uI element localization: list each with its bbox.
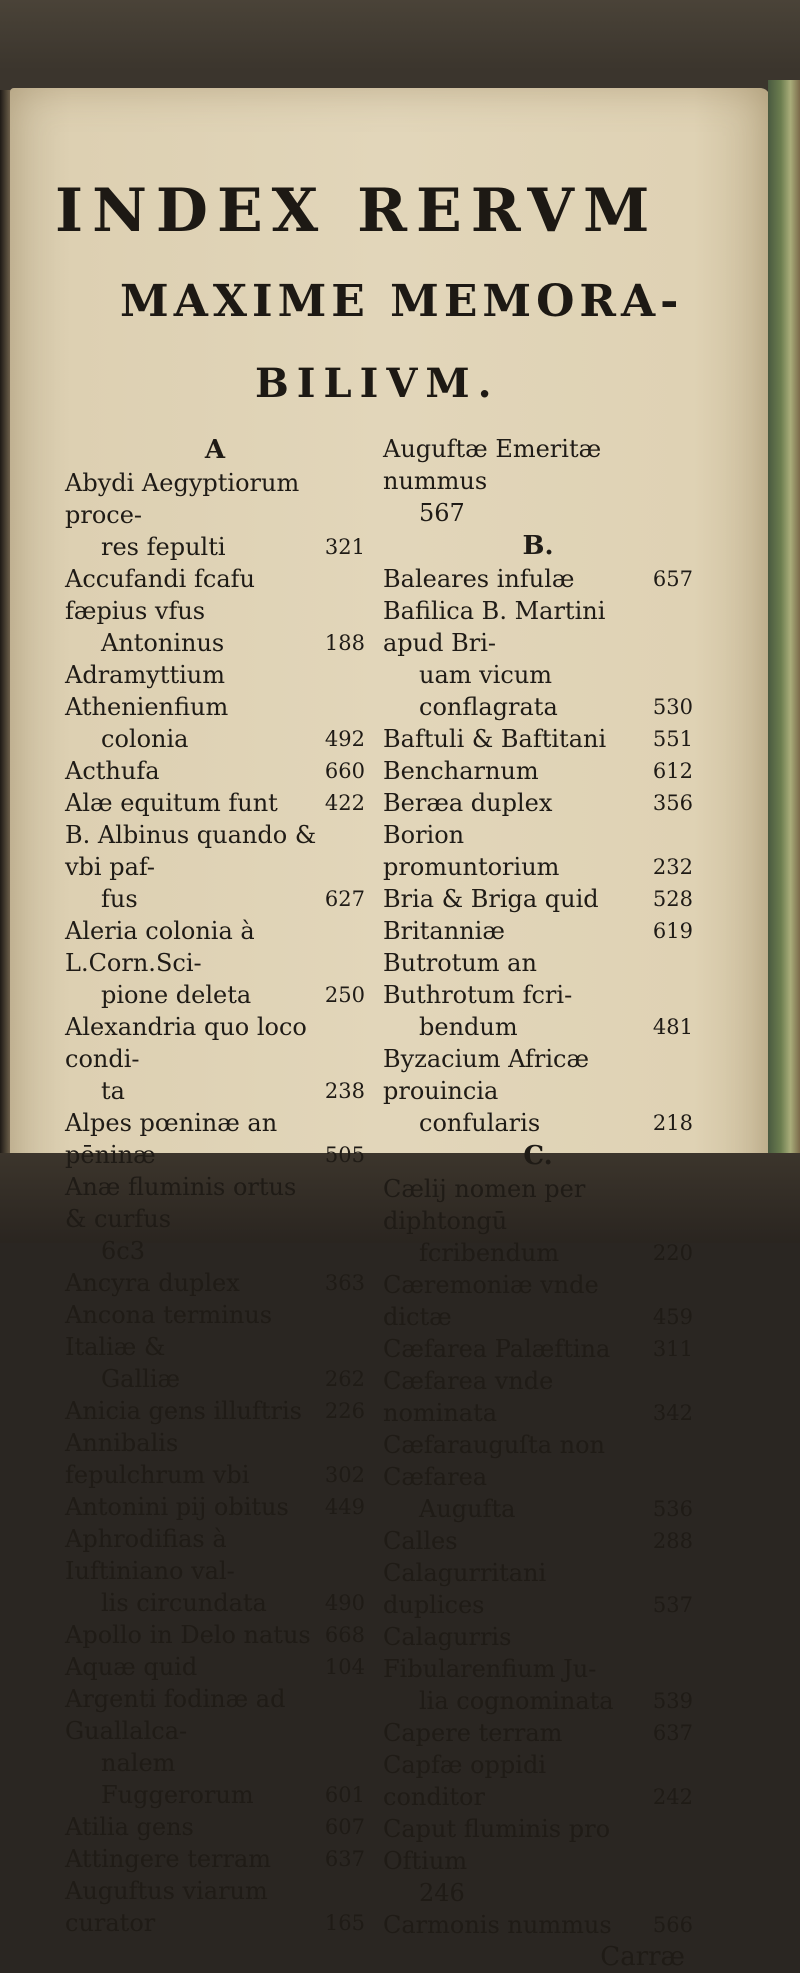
index-entry: [65, 1619, 365, 1651]
index-entry: [383, 1173, 693, 1269]
page-number: 637: [324, 1847, 365, 1871]
entry-continuation: ta: [101, 1077, 125, 1105]
page-number: 601: [324, 1783, 365, 1807]
entry-text: Capfæ oppidi conditor: [383, 1751, 546, 1811]
page-number: 660: [324, 759, 365, 783]
page-number: 539: [652, 1689, 693, 1713]
entry-text: Atilia gens: [65, 1813, 194, 1841]
page-number: 657: [652, 567, 693, 591]
entry-text: Calles: [383, 1527, 458, 1555]
index-entry: [383, 1813, 693, 1909]
page-number: 459: [652, 1305, 693, 1329]
entry-continuation: uam vicum conflagrata: [419, 661, 558, 721]
entry-text: Alexandria quo loco condi-: [65, 1013, 307, 1073]
entry-text: Borion promuntorium: [383, 821, 560, 881]
entry-continuation: fcribendum: [419, 1239, 560, 1267]
page-number: 637: [652, 1721, 693, 1745]
index-entry: [383, 787, 693, 819]
entry-continuation: Antoninus: [101, 629, 225, 657]
page-number: 668: [324, 1623, 365, 1647]
entry-continuation: Augufta: [419, 1495, 516, 1523]
index-entry: [383, 433, 693, 529]
entry-text: Abydi Aegyptiorum proce-: [65, 469, 300, 529]
page-title-line-1: INDEX RERVM: [55, 176, 659, 246]
entry-text: Aquæ quid: [65, 1653, 198, 1681]
entry-text: Auguftæ Emeritæ nummus: [383, 435, 602, 495]
page-number: 490: [324, 1591, 365, 1615]
page-title-line-2: MAXIME MEMORA-: [120, 276, 684, 327]
catchword: Carræ: [600, 1942, 685, 1972]
page-title-line-3: BILIVM.: [255, 360, 500, 407]
entry-text: Calagurris Fibularenfium Ju-: [383, 1623, 597, 1683]
entry-text: Butrotum an Buthrotum fcri-: [383, 949, 573, 1009]
page-number: 492: [324, 727, 365, 751]
entry-text: Adramyttium Athenienfium: [65, 661, 229, 721]
index-entry: [383, 1525, 693, 1557]
page-number: 528: [652, 887, 693, 911]
entry-text: Beræa duplex: [383, 789, 553, 817]
entry-continuation: res fepulti: [101, 533, 226, 561]
index-entry: [383, 1269, 693, 1333]
entry-text: Ancona terminus Italiæ &: [65, 1301, 273, 1361]
entry-text: Acthufa: [65, 757, 160, 785]
index-entry: [383, 1749, 693, 1813]
entry-text: Cæfarea Palæftina: [383, 1335, 611, 1363]
index-entry: [65, 1491, 365, 1523]
entry-text: Calagurritani duplices: [383, 1559, 547, 1619]
index-entry: [65, 1299, 365, 1395]
index-entry: [65, 1875, 365, 1939]
index-entry: [65, 1843, 365, 1875]
entry-text: Bafilica B. Martini apud Bri-: [383, 597, 606, 657]
section-letter-a: A: [204, 435, 226, 465]
section-letter-c: C.: [523, 1141, 553, 1171]
page-number: 226: [324, 1399, 365, 1423]
entry-continuation: colonia: [101, 725, 189, 753]
entry-text: Britanniæ: [383, 917, 505, 945]
entry-text: Auguftus viarum curator: [65, 1877, 268, 1937]
page-number: 422: [324, 791, 365, 815]
index-entry: [383, 563, 693, 595]
page-number: 232: [652, 855, 693, 879]
entry-continuation: lis circundata: [101, 1589, 267, 1617]
index-entry: [383, 723, 693, 755]
entry-continuation: 246: [419, 1879, 465, 1907]
index-entry: [383, 1365, 693, 1429]
page-number: 530: [652, 695, 693, 719]
page-number: 104: [324, 1655, 365, 1679]
page-number: 311: [652, 1337, 693, 1361]
page-number: 242: [652, 1785, 693, 1809]
entry-text: Bria & Briga quid: [383, 885, 599, 913]
index-entry: [65, 915, 365, 1011]
index-entry: [65, 1395, 365, 1427]
index-entry: [383, 883, 693, 915]
entry-text: Capere terram: [383, 1719, 563, 1747]
entry-text: B. Albinus quando & vbi paf-: [65, 821, 317, 881]
index-entry: [65, 563, 365, 659]
page-number: 238: [324, 1079, 365, 1103]
entry-text: Alpes pœninæ an pēninæ: [65, 1109, 278, 1169]
page-number: 250: [324, 983, 365, 1007]
page-number: 619: [652, 919, 693, 943]
entry-text: Argenti fodinæ ad Guallalca-: [65, 1685, 286, 1745]
entry-text: Alæ equitum funt: [65, 789, 278, 817]
entry-text: Caput fluminis pro Oftium: [383, 1815, 611, 1875]
index-entry: [65, 787, 365, 819]
left-index-column: [65, 433, 365, 1939]
index-entry: [383, 819, 693, 883]
page-number: 356: [652, 791, 693, 815]
entry-continuation: Galliæ: [101, 1365, 181, 1393]
entry-continuation: lia cognominata: [419, 1687, 614, 1715]
entry-text: Apollo in Delo natus: [65, 1621, 311, 1649]
index-entry: [383, 1909, 693, 1941]
page-number: 218: [652, 1111, 693, 1135]
page-number: 537: [652, 1593, 693, 1617]
entry-continuation: confularis: [419, 1109, 541, 1137]
index-entry: [383, 915, 693, 947]
index-entry: [383, 947, 693, 1043]
index-entry: [65, 1107, 365, 1171]
entry-text: Ancyra duplex: [65, 1269, 240, 1297]
right-index-column: [383, 433, 693, 1973]
index-entry: [65, 1171, 365, 1267]
entry-text: Baftuli & Baftitani: [383, 725, 607, 753]
entry-continuation: 567: [419, 499, 465, 527]
page-number: 505: [324, 1143, 365, 1167]
entry-text: Annibalis fepulchrum vbi: [65, 1429, 250, 1489]
index-entry: [383, 1621, 693, 1717]
entry-continuation: nalem Fuggerorum: [101, 1749, 254, 1809]
index-entry: [383, 1043, 693, 1139]
entry-text: Aphrodifias à Iuftiniano val-: [65, 1525, 235, 1585]
page-number: 302: [324, 1463, 365, 1487]
entry-text: Cæfarea vnde nominata: [383, 1367, 554, 1427]
index-entry: [65, 1011, 365, 1107]
page-number: 321: [324, 535, 365, 559]
entry-text: Carmonis nummus: [383, 1911, 612, 1939]
index-entry: [65, 659, 365, 755]
entry-text: Aleria colonia à L.Corn.Sci-: [65, 917, 255, 977]
index-entry: [383, 1333, 693, 1365]
entry-text: Cælij nomen per diphtongū: [383, 1175, 586, 1235]
index-entry: [65, 467, 365, 563]
entry-text: Attingere terram: [65, 1845, 272, 1873]
page-number: 551: [652, 727, 693, 751]
index-entry: [65, 1523, 365, 1619]
page-number: 363: [324, 1271, 365, 1295]
index-entry: [383, 1717, 693, 1749]
entry-continuation: bendum: [419, 1013, 518, 1041]
section-letter-b: B.: [522, 531, 554, 561]
entry-text: Cæremoniæ vnde dictæ: [383, 1271, 599, 1331]
page-number: 165: [324, 1911, 365, 1935]
entry-text: Accufandi fcafu fæpius vfus: [65, 565, 255, 625]
page-number: 262: [324, 1367, 365, 1391]
entry-text: Cæfarauguſta non Cæfarea: [383, 1431, 605, 1491]
index-entry: [65, 1267, 365, 1299]
page-number: 342: [652, 1401, 693, 1425]
entry-continuation: 6c3: [101, 1237, 145, 1265]
index-entry: [65, 1427, 365, 1491]
page-number: 566: [652, 1913, 693, 1937]
index-entry: [383, 595, 693, 723]
entry-text: Bencharnum: [383, 757, 539, 785]
page-number: 612: [652, 759, 693, 783]
page-number: 449: [324, 1495, 365, 1519]
entry-text: Anæ fluminis ortus & curfus: [65, 1173, 297, 1233]
page-number: 481: [652, 1015, 693, 1039]
entry-text: Byzacium Africæ prouincia: [383, 1045, 590, 1105]
index-entry: [383, 1429, 693, 1525]
entry-text: Anicia gens illuftris: [65, 1397, 302, 1425]
page-number: 536: [652, 1497, 693, 1521]
index-entry: [65, 1683, 365, 1811]
index-entry: [65, 819, 365, 915]
entry-continuation: fus: [101, 885, 138, 913]
entry-continuation: pione deleta: [101, 981, 252, 1009]
page-number: 188: [324, 631, 365, 655]
index-entry: [383, 755, 693, 787]
page-number: 220: [652, 1241, 693, 1265]
index-entry: [65, 1811, 365, 1843]
entry-text: Antonini pij obitus: [65, 1493, 289, 1521]
book-right-edge: [768, 80, 800, 1230]
page-number: 627: [324, 887, 365, 911]
entry-text: Baleares infulæ: [383, 565, 575, 593]
index-entry: [65, 1651, 365, 1683]
index-entry: [383, 1557, 693, 1621]
page-number: 288: [652, 1529, 693, 1553]
index-entry: [65, 755, 365, 787]
page-number: 607: [324, 1815, 365, 1839]
